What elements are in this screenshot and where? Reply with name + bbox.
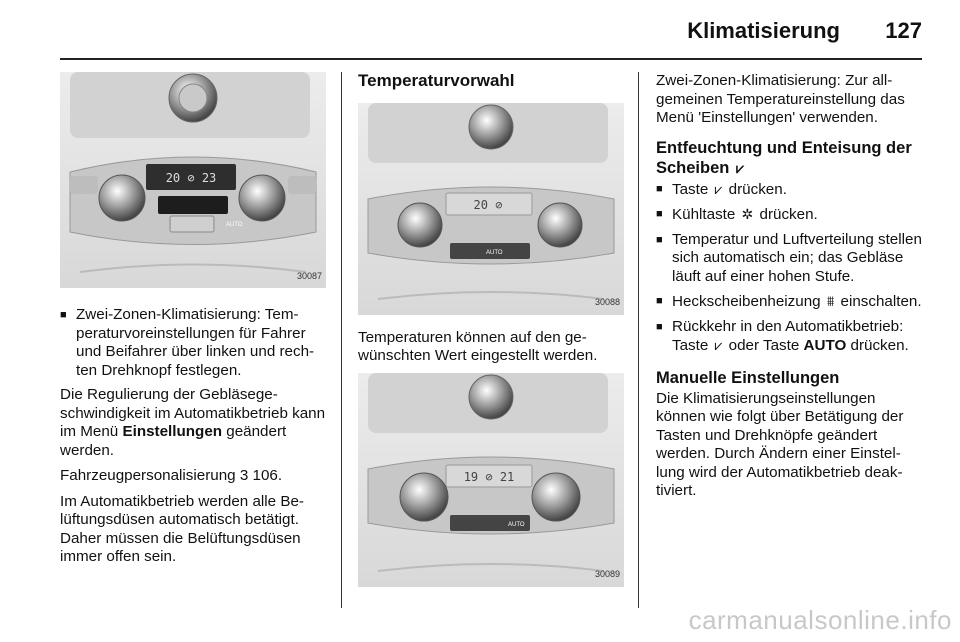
page-number: 127	[885, 18, 922, 43]
paragraph-zone-menu: Zwei-Zonen-Klimatisierung: Zur allgemeinen Temperatureinstellung das Menü 'Einstellungen' verwenden.	[656, 72, 905, 126]
paragraph-manual: Die Klimatisierungseinstellungen können wie folgt über Betätigung der Tasten und Drehknöpfe geändert werden. Durch Ändern einer Einstellung wird der Automatikbetrieb deaktiviert.	[656, 389, 904, 499]
figure-number-2: 30088	[594, 297, 620, 307]
bullet-auto-adjust: ■ Temperatur und Luftverteilung stellen sich automatisch ein; das Gebläse läuft auf einer hohen Stufe.	[656, 231, 922, 287]
climate-panel-illustration-3	[358, 373, 624, 587]
page-header	[60, 0, 922, 58]
header-rule	[60, 58, 922, 60]
panel-display-text-2: 20 ⊘	[473, 197, 503, 212]
windscreen-defrost-icon: ⩗	[714, 337, 723, 353]
paragraph-temperature: Temperaturen können auf den gewünschten Wert eingestellt werden.	[358, 328, 598, 364]
climate-panel-illustration-2	[358, 103, 624, 315]
watermark: carmanualsonline.info	[688, 605, 952, 635]
page-title: Klimatisierung	[687, 18, 840, 43]
bullet-zone-preset: ■ Zwei-Zonen-Klimatisierung: Temperaturvoreinstellungen für Fahrer und Beifahrer über linken und rechten Drehknopf festlegen.	[60, 306, 326, 380]
paragraph-personalisation: Fahrzeugpersonalisierung 3 106.	[60, 467, 283, 484]
climate-panel-figure-2	[358, 103, 624, 315]
windscreen-defrost-icon: ⩗	[714, 180, 723, 197]
panel-display-text-3: 19 ⊘ 21	[463, 469, 515, 484]
page-reference-link[interactable]: 3 106.	[239, 467, 283, 484]
bullet-rear-heating: ■ Heckscheibenheizung ⩩ einschalten.	[656, 292, 922, 312]
column-divider-2	[638, 72, 639, 608]
panel-auto-label: AUTO	[226, 222, 243, 228]
figure-number-3: 30089	[594, 569, 620, 579]
section-heading-defrost: Entfeuchtung und Enteisung der Scheiben ⩗	[656, 138, 912, 177]
menu-settings-ref: Einstellungen	[122, 423, 223, 440]
figure-number: 30087	[296, 270, 322, 281]
bullet-return-auto: ■ Rückkehr in den Automatikbetrieb: Taste ⩗ oder Taste AUTO drücken.	[656, 318, 922, 356]
column-3	[656, 72, 922, 508]
paragraph-vents: Im Automatikbetrieb werden alle Belüftungsdüsen automatisch betätigt. Daher müssen die Belüftungsdüsen immer offen sein.	[60, 492, 304, 565]
bullet-press-defrost: ■ Taste ⩗ drücken.	[656, 180, 922, 200]
climate-panel-figure-3	[358, 373, 624, 587]
section-heading-manual: Manuelle Einstellungen	[656, 368, 840, 387]
climate-panel-figure-1	[60, 72, 326, 288]
column-1	[60, 72, 326, 574]
section-heading-temperature: Temperaturvorwahl	[358, 71, 515, 90]
panel-auto-label-3: AUTO	[508, 521, 525, 528]
panel-auto-label-2: AUTO	[486, 249, 503, 256]
column-divider-1	[341, 72, 342, 608]
rear-window-heating-icon: ⩩	[826, 293, 835, 309]
snowflake-icon: ✲	[741, 206, 754, 222]
panel-display-text: 20 ⊘ 23	[165, 171, 217, 185]
column-2	[358, 72, 624, 587]
paragraph-blower: Die Regulierung der Gebläsegeschwindigkeit im Automatikbetrieb kann im Menü Einstellungen geändert werden.	[60, 386, 326, 459]
bullet-press-cooling: ■ Kühltaste ✲ drücken.	[656, 205, 922, 225]
climate-panel-illustration	[60, 72, 326, 288]
windscreen-defrost-icon: ⩗	[735, 159, 744, 176]
